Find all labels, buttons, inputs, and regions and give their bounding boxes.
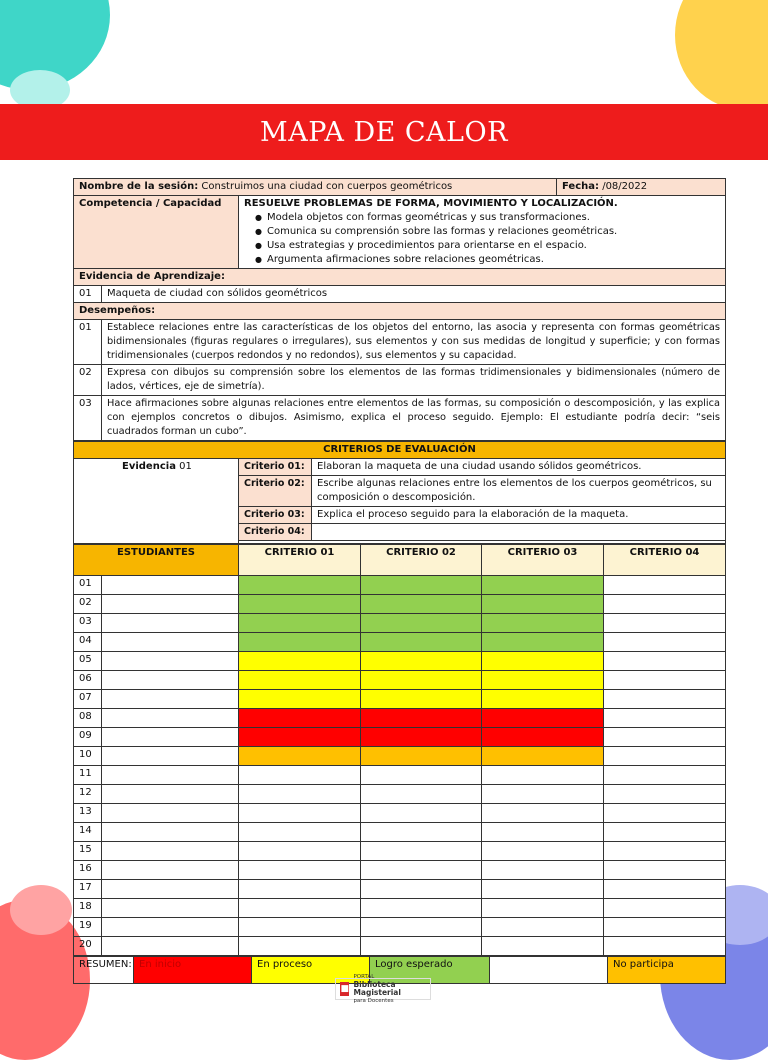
heat-cell-criterio-01[interactable] <box>239 918 361 937</box>
title-banner <box>0 104 768 160</box>
heat-cell-criterio-03[interactable] <box>482 842 604 861</box>
legend-inicio: En inicio <box>134 957 252 984</box>
desempeno-text: Expresa con dibujos su comprensión sobre los elementos de las formas tridimensionales y bidimensionales (número de lados, vértices, eje de simetría). <box>102 365 726 396</box>
heat-cell-criterio-02[interactable] <box>361 785 482 804</box>
student-row <box>74 709 726 728</box>
capacidad-item: ● Comunica su comprensión sobre las formas y relaciones geométricas. <box>256 225 720 239</box>
heat-cell-criterio-04[interactable] <box>604 785 726 804</box>
criteria-table <box>73 441 726 544</box>
heat-cell-criterio-01[interactable] <box>239 671 361 690</box>
desempenos-label: Desempeños: <box>74 303 726 320</box>
student-name-cell[interactable] <box>102 937 239 956</box>
criteria-evidence-label: Evidencia <box>122 461 176 472</box>
criterio-label: Criterio 01: <box>239 459 312 476</box>
evaluation-document <box>73 178 725 984</box>
criterio-02-column-header: CRITERIO 02 <box>361 545 482 576</box>
heat-cell-criterio-03[interactable] <box>482 576 604 595</box>
student-number: 10 <box>74 747 102 766</box>
criteria-evidence-number: 01 <box>179 461 192 472</box>
evidencia-number: 01 <box>74 286 102 303</box>
student-number: 16 <box>74 861 102 880</box>
heat-cell-criterio-04[interactable] <box>604 880 726 899</box>
session-name-value: Construimos una ciudad con cuerpos geométricos <box>201 181 453 192</box>
heat-cell-criterio-03[interactable] <box>482 918 604 937</box>
heat-cell-criterio-01[interactable] <box>239 785 361 804</box>
session-date-cell <box>557 179 726 196</box>
heat-cell-criterio-03[interactable] <box>482 823 604 842</box>
heat-cell-criterio-04[interactable] <box>604 595 726 614</box>
heat-cell-criterio-02[interactable] <box>361 576 482 595</box>
heat-cell-criterio-01[interactable] <box>239 766 361 785</box>
student-number: 08 <box>74 709 102 728</box>
heat-cell-criterio-04[interactable] <box>604 652 726 671</box>
heat-cell-criterio-01[interactable] <box>239 861 361 880</box>
student-row <box>74 861 726 880</box>
heat-cell-criterio-03[interactable] <box>482 652 604 671</box>
student-row <box>74 652 726 671</box>
heat-cell-criterio-03[interactable] <box>482 880 604 899</box>
student-name-cell[interactable] <box>102 595 239 614</box>
criteria-evidence-cell <box>74 459 239 544</box>
heat-cell-criterio-02[interactable] <box>361 595 482 614</box>
decorative-blob-bottom-left-light <box>10 885 72 935</box>
student-name-cell[interactable] <box>102 766 239 785</box>
heat-cell-criterio-02[interactable] <box>361 899 482 918</box>
student-name-cell[interactable] <box>102 671 239 690</box>
student-name-cell[interactable] <box>102 614 239 633</box>
student-number: 09 <box>74 728 102 747</box>
heat-cell-criterio-04[interactable] <box>604 690 726 709</box>
desempeno-text: Hace afirmaciones sobre algunas relaciones entre elementos de las formas, su composición o descomposición, y las explica con ejemplos concretos o dibujos. Asimismo, explica el proceso seguido. Ejemplo: El estudiante podría decir: “seis cuadrados forman un cubo”. <box>102 396 726 441</box>
student-name-cell[interactable] <box>102 728 239 747</box>
heat-cell-criterio-04[interactable] <box>604 576 726 595</box>
heat-cell-criterio-04[interactable] <box>604 671 726 690</box>
student-row <box>74 633 726 652</box>
heat-cell-criterio-04[interactable] <box>604 766 726 785</box>
student-row <box>74 804 726 823</box>
student-name-cell[interactable] <box>102 880 239 899</box>
heat-cell-criterio-02[interactable] <box>361 804 482 823</box>
page-title: MAPA DE CALOR <box>260 116 508 148</box>
heat-cell-criterio-04[interactable] <box>604 709 726 728</box>
student-name-cell[interactable] <box>102 918 239 937</box>
heat-cell-criterio-03[interactable] <box>482 747 604 766</box>
student-name-cell[interactable] <box>102 861 239 880</box>
student-number: 12 <box>74 785 102 804</box>
heat-cell-criterio-03[interactable] <box>482 595 604 614</box>
heat-cell-criterio-02[interactable] <box>361 671 482 690</box>
heat-cell-criterio-02[interactable] <box>361 652 482 671</box>
student-number: 05 <box>74 652 102 671</box>
footer-logo <box>335 974 431 1004</box>
heat-cell-criterio-02[interactable] <box>361 614 482 633</box>
student-number: 01 <box>74 576 102 595</box>
student-number: 14 <box>74 823 102 842</box>
capacidad-item: ● Modela objetos con formas geométricas y sus transformaciones. <box>256 211 720 225</box>
student-row <box>74 785 726 804</box>
heat-cell-criterio-03[interactable] <box>482 937 604 956</box>
student-row <box>74 880 726 899</box>
heat-cell-criterio-02[interactable] <box>361 918 482 937</box>
heat-cell-criterio-04[interactable] <box>604 842 726 861</box>
student-row <box>74 690 726 709</box>
evidencia-text: Maqueta de ciudad con sólidos geométricos <box>102 286 726 303</box>
desempeno-number: 02 <box>74 365 102 396</box>
heat-cell-criterio-01[interactable] <box>239 690 361 709</box>
student-row <box>74 899 726 918</box>
legend-proceso: En proceso <box>252 957 370 984</box>
heat-cell-criterio-01[interactable] <box>239 595 361 614</box>
evidencia-label: Evidencia de Aprendizaje: <box>74 269 726 286</box>
criterio-03-column-header: CRITERIO 03 <box>482 545 604 576</box>
heat-cell-criterio-02[interactable] <box>361 690 482 709</box>
criterio-text: Elaboran la maqueta de una ciudad usando sólidos geométricos. <box>312 459 726 476</box>
heat-cell-criterio-02[interactable] <box>361 861 482 880</box>
heat-cell-criterio-03[interactable] <box>482 614 604 633</box>
student-row <box>74 614 726 633</box>
student-number: 04 <box>74 633 102 652</box>
criterio-text <box>312 524 726 541</box>
student-row <box>74 842 726 861</box>
heat-cell-criterio-02[interactable] <box>361 747 482 766</box>
heat-cell-criterio-01[interactable] <box>239 652 361 671</box>
heat-cell-criterio-04[interactable] <box>604 823 726 842</box>
student-name-cell[interactable] <box>102 633 239 652</box>
decorative-blob-top-right <box>675 0 768 110</box>
heat-cell-criterio-04[interactable] <box>604 899 726 918</box>
legend-no-participa: No participa <box>608 957 726 984</box>
criterio-label: Criterio 02: <box>239 476 312 507</box>
student-row <box>74 918 726 937</box>
heat-cell-criterio-03[interactable] <box>482 671 604 690</box>
heat-cell-criterio-02[interactable] <box>361 633 482 652</box>
heat-cell-criterio-01[interactable] <box>239 804 361 823</box>
student-name-cell[interactable] <box>102 842 239 861</box>
competencia-heading: RESUELVE PROBLEMAS DE FORMA, MOVIMIENTO Y LOCALIZACIÓN. <box>244 198 618 209</box>
student-row <box>74 576 726 595</box>
book-logo-icon: ■ <box>340 984 349 994</box>
student-number: 18 <box>74 899 102 918</box>
student-name-cell[interactable] <box>102 709 239 728</box>
heat-cell-criterio-04[interactable] <box>604 804 726 823</box>
student-number: 06 <box>74 671 102 690</box>
heat-cell-criterio-03[interactable] <box>482 709 604 728</box>
heat-cell-criterio-04[interactable] <box>604 747 726 766</box>
heat-cell-criterio-01[interactable] <box>239 709 361 728</box>
heat-cell-criterio-04[interactable] <box>604 728 726 747</box>
heat-cell-criterio-03[interactable] <box>482 633 604 652</box>
student-number: 11 <box>74 766 102 785</box>
student-name-cell[interactable] <box>102 823 239 842</box>
heat-cell-criterio-04[interactable] <box>604 614 726 633</box>
student-row <box>74 823 726 842</box>
student-name-cell[interactable] <box>102 652 239 671</box>
student-name-cell[interactable] <box>102 576 239 595</box>
student-number: 13 <box>74 804 102 823</box>
student-number: 20 <box>74 937 102 956</box>
heat-cell-criterio-01[interactable] <box>239 747 361 766</box>
heat-cell-criterio-01[interactable] <box>239 880 361 899</box>
capacidades-list <box>244 211 720 267</box>
student-number: 15 <box>74 842 102 861</box>
criterio-01-column-header: CRITERIO 01 <box>239 545 361 576</box>
capacidad-item: ● Argumenta afirmaciones sobre relaciones geométricas. <box>256 253 720 267</box>
heat-cell-criterio-04[interactable] <box>604 633 726 652</box>
student-number: 07 <box>74 690 102 709</box>
student-number: 17 <box>74 880 102 899</box>
student-row <box>74 728 726 747</box>
student-number: 02 <box>74 595 102 614</box>
desempeno-number: 03 <box>74 396 102 441</box>
heat-cell-criterio-03[interactable] <box>482 861 604 880</box>
session-date-label: Fecha: <box>562 181 600 192</box>
heat-cell-criterio-03[interactable] <box>482 804 604 823</box>
heat-cell-criterio-03[interactable] <box>482 899 604 918</box>
student-row <box>74 747 726 766</box>
heat-cell-criterio-02[interactable] <box>361 728 482 747</box>
legend-label: RESUMEN: <box>74 957 134 984</box>
desempeno-number: 01 <box>74 320 102 365</box>
session-date-value: /08/2022 <box>602 181 648 192</box>
student-number: 19 <box>74 918 102 937</box>
logo-sub-text: para Docentes <box>353 998 394 1004</box>
heat-cell-criterio-01[interactable] <box>239 823 361 842</box>
heat-cell-criterio-01[interactable] <box>239 842 361 861</box>
students-column-header: ESTUDIANTES <box>74 545 239 576</box>
heat-cell-criterio-01[interactable] <box>239 937 361 956</box>
legend-blank <box>490 957 608 984</box>
student-row <box>74 766 726 785</box>
student-name-cell[interactable] <box>102 690 239 709</box>
student-row <box>74 937 726 956</box>
heat-cell-criterio-02[interactable] <box>361 880 482 899</box>
legend-logro: Logro esperado <box>370 957 490 984</box>
student-name-cell[interactable] <box>102 804 239 823</box>
heat-cell-criterio-03[interactable] <box>482 766 604 785</box>
criterio-04-column-header: CRITERIO 04 <box>604 545 726 576</box>
heat-cell-criterio-01[interactable] <box>239 576 361 595</box>
competencia-content <box>239 196 726 269</box>
heat-cell-criterio-01[interactable] <box>239 614 361 633</box>
heat-cell-criterio-02[interactable] <box>361 766 482 785</box>
heat-cell-criterio-02[interactable] <box>361 842 482 861</box>
student-number: 03 <box>74 614 102 633</box>
student-name-cell[interactable] <box>102 899 239 918</box>
heat-cell-criterio-01[interactable] <box>239 633 361 652</box>
heat-cell-criterio-01[interactable] <box>239 899 361 918</box>
student-name-cell[interactable] <box>102 785 239 804</box>
student-row <box>74 595 726 614</box>
logo-small-text: PORTAL <box>353 974 375 980</box>
desempeno-text: Establece relaciones entre las características de los objetos del entorno, las asocia y representa con formas geométricas bidimensionales (figuras regulares o irregulares), sus elementos y con sus medidas de longitud y superficie; y con formas tridimensionales (cuerpos redondos y no redondos), sus elementos y su capacidad. <box>102 320 726 365</box>
session-info-table <box>73 178 726 441</box>
heat-cell-criterio-01[interactable] <box>239 728 361 747</box>
criterio-text: Explica el proceso seguido para la elaboración de la maqueta. <box>312 507 726 524</box>
heat-cell-criterio-02[interactable] <box>361 937 482 956</box>
session-name-label: Nombre de la sesión: <box>79 181 199 192</box>
student-name-cell[interactable] <box>102 747 239 766</box>
capacidad-item: ● Usa estrategias y procedimientos para orientarse en el espacio. <box>256 239 720 253</box>
student-row <box>74 671 726 690</box>
heat-cell-criterio-04[interactable] <box>604 861 726 880</box>
heat-cell-criterio-03[interactable] <box>482 785 604 804</box>
heat-cell-criterio-02[interactable] <box>361 709 482 728</box>
criterio-text: Escribe algunas relaciones entre los elementos de los cuerpos geométricos, su composición o descomposición. <box>312 476 726 507</box>
heatmap-table <box>73 544 726 956</box>
logo-main-text: Biblioteca Magisterial <box>353 980 401 997</box>
criteria-header: CRITERIOS DE EVALUACIÓN <box>74 442 726 459</box>
competencia-label: Competencia / Capacidad <box>74 196 239 269</box>
heat-cell-criterio-04[interactable] <box>604 937 726 956</box>
session-name-cell <box>74 179 557 196</box>
criterio-label: Criterio 03: <box>239 507 312 524</box>
heat-cell-criterio-04[interactable] <box>604 918 726 937</box>
footer-logo-text <box>353 973 426 1005</box>
heat-cell-criterio-02[interactable] <box>361 823 482 842</box>
heat-cell-criterio-03[interactable] <box>482 690 604 709</box>
heat-cell-criterio-03[interactable] <box>482 728 604 747</box>
criterio-label: Criterio 04: <box>239 524 312 541</box>
